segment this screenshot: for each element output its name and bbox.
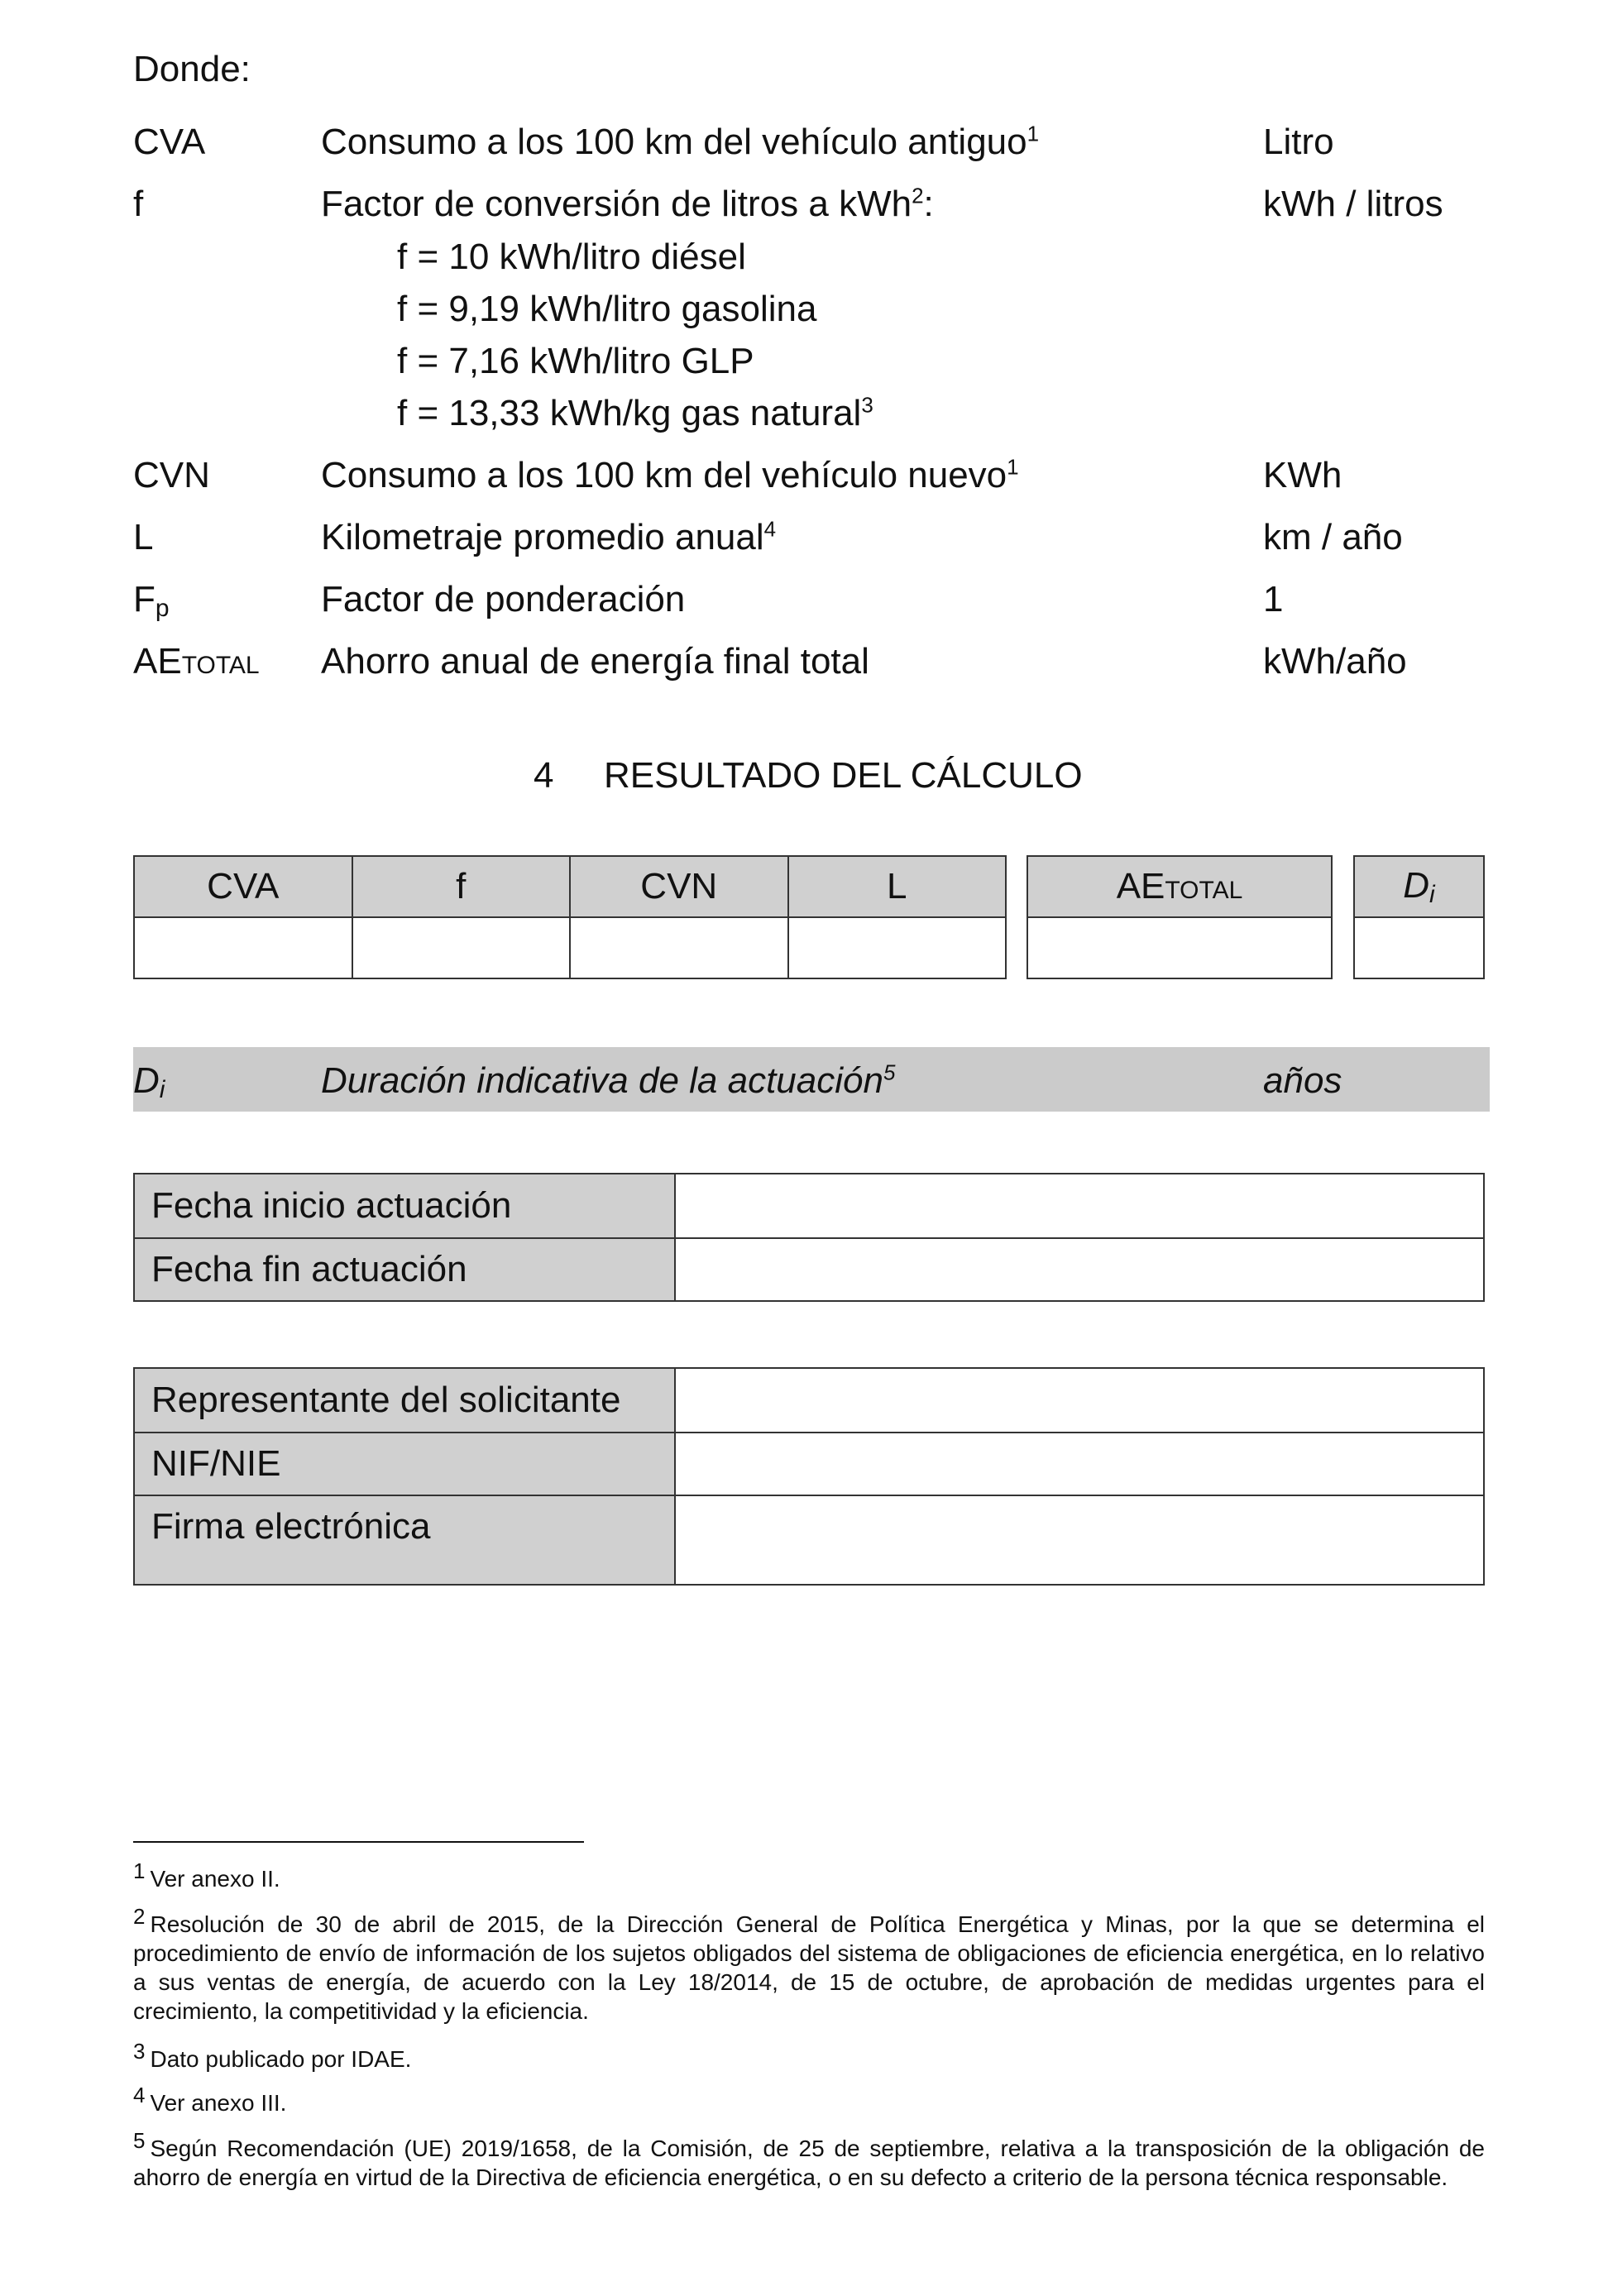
value-f-field[interactable] xyxy=(352,917,570,978)
result-table-inputs xyxy=(133,855,1007,979)
label-fecha-fin: Fecha fin actuación xyxy=(134,1238,675,1301)
representante-field[interactable] xyxy=(675,1368,1484,1433)
result-table-di xyxy=(1353,855,1485,979)
label-fecha-inicio: Fecha inicio actuación xyxy=(134,1174,675,1238)
var-symbol-cvn: CVN xyxy=(133,455,210,495)
var-unit-f: kWh / litros xyxy=(1263,184,1443,224)
signer-form xyxy=(133,1367,1485,1586)
factor-glp: f = 7,16 kWh/litro GLP xyxy=(397,341,754,381)
var-unit-l: km / año xyxy=(1263,517,1403,557)
result-table-ae-total xyxy=(1027,855,1333,979)
header-ae-total: AETOTAL xyxy=(1027,856,1332,917)
value-ae-total-field[interactable] xyxy=(1027,917,1332,978)
factor-gasolina: f = 9,19 kWh/litro gasolina xyxy=(397,289,817,329)
dates-form xyxy=(133,1173,1485,1302)
fecha-fin-field[interactable] xyxy=(675,1238,1484,1301)
firma-electronica-field[interactable] xyxy=(675,1495,1484,1585)
value-di-field[interactable] xyxy=(1354,917,1484,978)
header-cvn: CVN xyxy=(570,856,788,917)
var-symbol-ae-total: AETOTAL xyxy=(133,641,260,682)
footnote-4: 4 Ver anexo III. xyxy=(133,2082,287,2116)
var-symbol-l: L xyxy=(133,517,154,557)
section-title: RESULTADO DEL CÁLCULO xyxy=(603,755,1083,796)
footnote-separator xyxy=(133,1841,584,1843)
fecha-inicio-field[interactable] xyxy=(675,1174,1484,1238)
footnote-2: 2 Resolución de 30 de abril de 2015, de la Dirección General de Política Energética y Minas, por la que se determina el procedimiento de envío de información de los sujetos obligados del sistema de obligaciones de eficiencia energética, en lo relativo a sus ventas de energía, de acuerdo con la Ley 18/2014, de 15 de octubre, de aprobación de medidas urgentes para el crecimiento, la competitividad y la eficiencia. xyxy=(133,1903,1485,2024)
value-l-field[interactable] xyxy=(788,917,1006,978)
footnote-3: 3 Dato publicado por IDAE. xyxy=(133,2038,412,2072)
label-firma-electronica: Firma electrónica xyxy=(134,1495,675,1585)
var-unit-cvn: KWh xyxy=(1263,455,1342,495)
section-heading xyxy=(534,755,1083,796)
footnote-5: 5 Según Recomendación (UE) 2019/1658, de la Comisión, de 25 de septiembre, relativa a la transposición de la obligación de ahorro de energía en virtud de la Directiva de eficiencia energética, o en su defecto a criterio de la persona técnica responsable. xyxy=(133,2127,1485,2190)
label-nif-nie: NIF/NIE xyxy=(134,1433,675,1495)
var-desc-f: Factor de conversión de litros a kWh$^2$: xyxy=(321,183,934,224)
value-cvn-field[interactable] xyxy=(570,917,788,978)
footnote-1: 1 Ver anexo II. xyxy=(133,1858,280,1892)
label-representante: Representante del solicitante xyxy=(134,1368,675,1433)
section-number: 4 xyxy=(534,755,554,796)
intro-text: Donde: xyxy=(133,49,251,89)
header-di: Di xyxy=(1354,856,1484,917)
var-unit-ae-total: kWh/año xyxy=(1263,641,1407,682)
header-f: f xyxy=(352,856,570,917)
factor-diesel: f = 10 kWh/litro diésel xyxy=(397,237,746,277)
var-symbol-fp: Fp xyxy=(133,579,170,622)
di-description: Duración indicativa de la actuación$^5$ xyxy=(321,1060,896,1101)
var-desc-l: Kilometraje promedio anual$^4$ xyxy=(321,516,777,557)
var-unit-cva: Litro xyxy=(1263,122,1334,162)
var-desc-fp: Factor de ponderación xyxy=(321,579,686,619)
var-desc-cva: Consumo a los 100 km del vehículo antiguo$^1$ xyxy=(321,121,1040,162)
var-symbol-f: f xyxy=(133,184,144,224)
nif-nie-field[interactable] xyxy=(675,1433,1484,1495)
di-unit: años xyxy=(1263,1060,1342,1101)
header-cva: CVA xyxy=(134,856,352,917)
var-desc-cvn: Consumo a los 100 km del vehículo nuevo$^1$ xyxy=(321,454,1019,495)
var-desc-ae-total: Ahorro anual de energía final total xyxy=(321,641,869,682)
value-cva-field[interactable] xyxy=(134,917,352,978)
var-unit-fp: 1 xyxy=(1263,579,1284,619)
header-l: L xyxy=(788,856,1006,917)
di-symbol: Di xyxy=(133,1060,165,1103)
var-symbol-cva: CVA xyxy=(133,122,206,162)
factor-gas-natural: f = 13,33 kWh/kg gas natural$^3$ xyxy=(397,392,873,433)
